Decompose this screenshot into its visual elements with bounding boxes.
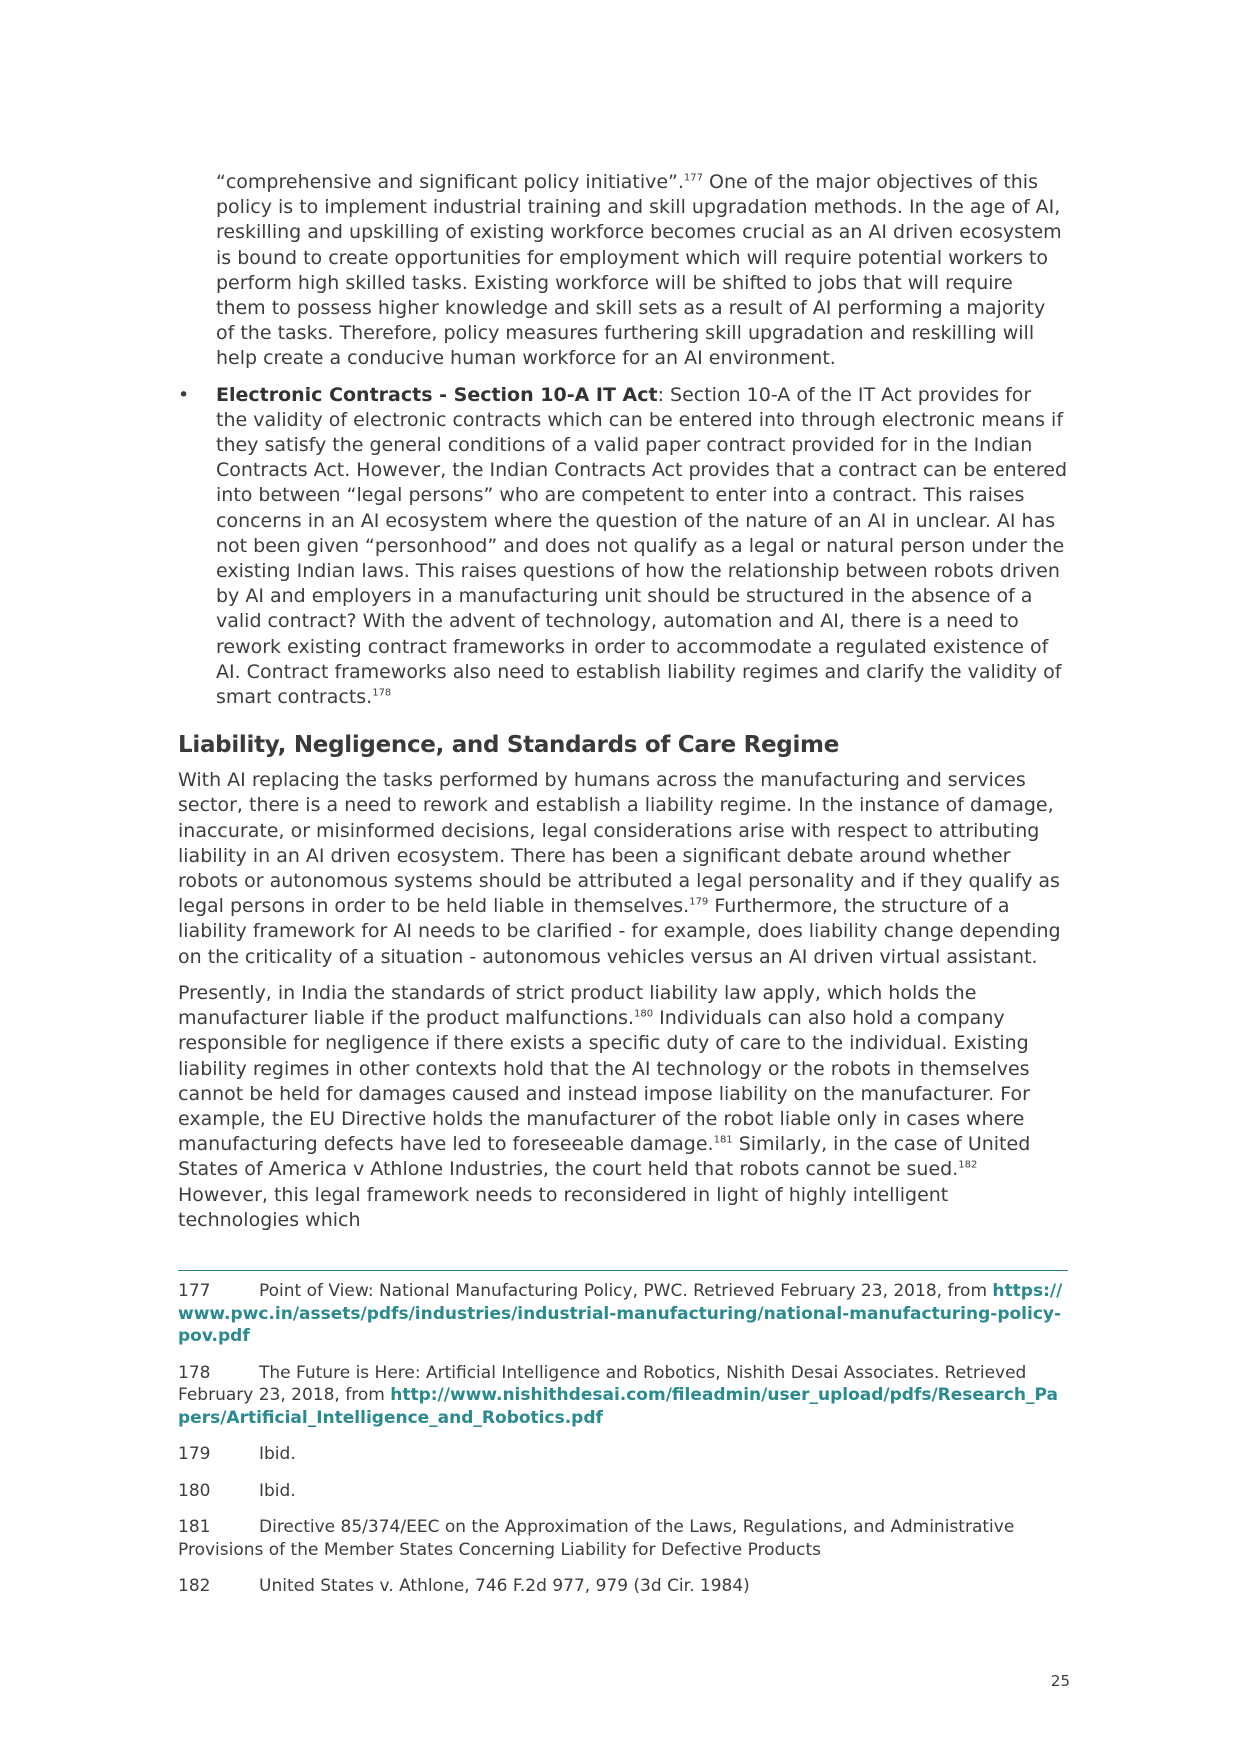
footnote-180	[178, 1480, 1068, 1503]
intro-text-rest: One of the major objectives of this policy is to implement industrial training and skill upgradation methods. In the age of AI, reskilling and upskilling of existing workforce becomes crucial as an AI driven ecosystem is bound to create opportunities for employment which will require potential workers to perform high skilled tasks. Existing workforce will be shifted to jobs that will require them to possess higher knowledge and skill sets as a result of AI performing a majority of the tasks. Therefore, policy measures furthering skill upgradation and reskilling will help create a conducive human workforce for an AI environment.	[216, 171, 1062, 370]
footnote-number: 178	[178, 1362, 211, 1383]
footnote-number: 182	[178, 1576, 211, 1596]
footnote-number: 179	[178, 1444, 211, 1464]
para2-text-a: Presently, in India the standards of strict product liability law apply, which holds the manufacturer liable if the product malfunctions.	[178, 981, 977, 1030]
page-number: 25	[1050, 1672, 1070, 1690]
section-heading: Liability, Negligence, and Standards of Care Regime	[178, 732, 840, 759]
footnote-number: 181	[178, 1517, 211, 1537]
footnote-ref-179[interactable]: 179	[689, 896, 709, 908]
footnote-182	[178, 1575, 1068, 1598]
intro-text-start: “comprehensive and significant policy initiative”.	[216, 171, 684, 193]
para2-text-b: Individuals can also hold a company responsible for negligence if there exists a specific duty of care to the individual. Existing liability regimes in other contexts hold that the AI technology or the robots in themselves cannot be held for damages caused and instead impose liability on the manufacturer. For example, the EU Directive holds the manufacturer of the robot liable only in cases where manufacturing defects have led to foreseeable damage.	[178, 1007, 1030, 1156]
bullet-item-electronic-contracts	[178, 383, 1068, 711]
footnote-178	[178, 1362, 1068, 1430]
footnote-text: Ibid.	[259, 1480, 296, 1501]
para2-text-c: Similarly, in the case of United States of America v Athlone Industries, the court held that robots cannot be sued.	[178, 1133, 1031, 1181]
footnote-ref-181[interactable]: 181	[713, 1134, 733, 1146]
footnote-text: The Future is Here: Artificial Intelligence and Robotics, Nishith Desai Associates. Retrieved February 23, 2018, from	[178, 1362, 1027, 1405]
bullet-text: : Section 10-A of the IT Act provides for the validity of electronic contracts which can be entered into through electronic means if they satisfy the general conditions of a valid paper contract provided for in the Indian Contracts Act. However, the Indian Contracts Act provides that a contract can be entered into between “legal persons” who are competent to enter into a contract. This raises concerns in an AI ecosystem where the question of the nature of an AI in unclear. AI has not been given “personhood” and does not qualify as a legal or natural person under the existing Indian laws. This raises questions of how the relationship between robots driven by AI and employers in a manufacturing unit should be structured in the absence of a valid contract? With the advent of technology, automation and AI, there is a need to rework existing contract frameworks in order to accommodate a regulated existence of AI. Contract frameworks also need to establish liability regimes and clarify the validity of smart contracts.	[216, 383, 1068, 709]
bullet-heading: Electronic Contracts - Section 10-A IT Act	[216, 383, 658, 406]
footnote-divider	[178, 1270, 1068, 1271]
footnote-text: Point of View: National Manufacturing Policy, PWC. Retrieved February 23, 2018, from	[259, 1281, 993, 1301]
footnote-link[interactable]: https://www.pwc.in/assets/pdfs/industries/industrial-manufacturing/national-manufacturing-policy-pov.pdf	[178, 1281, 1063, 1346]
footnote-ref-178[interactable]: 178	[372, 687, 392, 699]
footnote-177	[178, 1280, 1068, 1348]
footnote-number: 180	[178, 1480, 211, 1501]
footnote-text: United States v. Athlone, 746 F.2d 977, 979 (3d Cir. 1984)	[259, 1576, 750, 1596]
para2-text-d: However, this legal framework needs to reconsidered in light of highly intelligent technologies which	[178, 1183, 949, 1231]
liability-paragraph-1	[178, 768, 1068, 970]
para1-text-a: With AI replacing the tasks performed by humans across the manufacturing and services sector, there is a need to rework and establish a liability regime. In the instance of damage, inaccurate, or misinformed decisions, legal considerations arise with respect to attributing liability in an AI driven ecosystem. There has been a significant debate around whether robots or autonomous systems should be attributed a legal personality and if they qualify as legal persons in order to be held liable in themselves.	[178, 769, 1060, 918]
footnote-ref-177[interactable]: 177	[683, 172, 704, 184]
intro-paragraph	[216, 170, 1068, 372]
footnote-text: Ibid.	[259, 1444, 296, 1464]
footnote-link[interactable]: http://www.nishithdesai.com/fileadmin/user_upload/pdfs/Research_Papers/Artificial_Intelligence_and_Robotics.pdf	[178, 1385, 1058, 1428]
liability-paragraph-2	[178, 981, 1068, 1233]
footnote-number: 177	[178, 1281, 211, 1301]
footnote-ref-182[interactable]: 182	[958, 1159, 978, 1171]
para1-text-b: Furthermore, the structure of a liability framework for AI needs to be clarified - for example, does liability change depending on the criticality of a situation - autonomous vehicles versus an AI driven virtual assistant.	[178, 895, 1061, 968]
footnotes-list	[178, 1280, 1068, 1612]
bullet-icon: •	[178, 383, 190, 406]
bullet-paragraph	[216, 383, 1068, 711]
footnote-text: Directive 85/374/EEC on the Approximation of the Laws, Regulations, and Administrative Provisions of the Member States Concerning Liability for Defective Products	[178, 1517, 1015, 1560]
main-content	[178, 170, 1068, 1233]
footnote-ref-180[interactable]: 180	[634, 1008, 654, 1020]
footnote-181	[178, 1516, 1068, 1561]
footnote-179	[178, 1443, 1068, 1466]
